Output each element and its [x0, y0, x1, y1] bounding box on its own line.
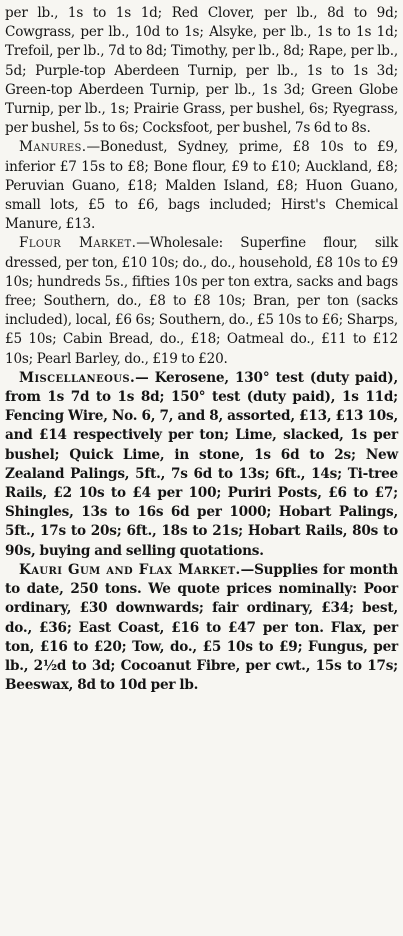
- paragraph-seeds-prices: [5, 4, 398, 138]
- paragraph-body: per lb., 1s to 1s 1d; Red Clover, per lb., 8d to 9d; Cowgrass, per lb., 10d to 1s; Alsyke, per lb., 1s to 1s 1d; Trefoil, per lb., 7d to 8d; Timothy, per lb., 8d; Rape, per lb., 5d; Purple-top Aberdeen Turnip, per lb., 1s to 1s 3d; Green-top Aberdeen Turnip, per lb., 1s 3d; Green Globe Turnip, per lb., 1s; Prairie Grass, per bushel, 6s; Ryegrass, per bushel, 5s to 6s; Cocksfoot, per bushel, 7s 6d to 8s.: [5, 5, 398, 137]
- paragraph-body: — Kerosene, 130° test (duty paid), from 1s 7d to 1s 8d; 150° test (duty paid), 1s 11d; Fencing Wire, No. 6, 7, and 8, assorted, £13, £13 10s, and £14 respectively per ton; Lime, slacked, 1s per bushel; Quick Lime, in stone, 1s 6d to 2s; New Zealand Palings, 5ft., 7s 6d to 13s; 6ft., 14s; Ti-tree Rails, £2 10s to £4 per 100; Puriri Posts, £6 to £7; Shingles, 13s to 16s 6d per 1000; Hobart Palings, 5ft., 17s to 20s; 6ft., 18s to 21s; Hobart Rails, 80s to 90s, buying and selling quotations.: [5, 369, 398, 559]
- paragraph-body: —Supplies for month to date, 250 tons. We quote prices nominally: Poor ordinary, £30 downwards; fair ordinary, £34; best, do., £36; East Coast, £16 to £47 per ton. Flax, per ton, £16 to £20; Tow, do., £5 10s to £9; Fungus, per lb., 2½d to 3d; Cocoanut Fibre, per cwt., 15s to 17s; Beeswax, 8d to 10d per lb.: [5, 561, 398, 694]
- paragraph-flour-market: [5, 234, 398, 368]
- paragraph-kauri-gum-flax: [5, 561, 398, 695]
- section-heading-manures: Manures.: [19, 139, 87, 156]
- section-heading-flour-market: Flour Market.: [19, 235, 137, 252]
- paragraph-miscellaneous: [5, 369, 398, 561]
- paragraph-body: —Bonedust, Sydney, prime, £8 10s to £9, inferior £7 15s to £8; Bone flour, £9 to £10; Auckland, £8; Peruvian Guano, £18; Malden Island, £8; Huon Guano, small lots, £5 to £6, bags included; Hirst's Chemical Manure, £13.: [5, 139, 398, 233]
- section-heading-miscellaneous: Miscellaneous.: [19, 369, 136, 386]
- section-heading-kauri-gum-flax: Kauri Gum and Flax Market.: [19, 561, 241, 578]
- paragraph-body: —Wholesale: Superfine flour, silk dressed, per ton, £10 10s; do., do., household, £8 10s to £9 10s; hundreds 5s., fifties 10s per ton extra, sacks and bags free; Southern, do., £8 to £8 10s; Bran, per ton (sacks included), local, £6 6s; Southern, do., £5 10s to £6; Sharps, £5 10s; Cabin Bread, do., £18; Oatmeal do., £11 to £12 10s; Pearl Barley, do., £19 to £20.: [5, 235, 398, 367]
- paragraph-manures: [5, 138, 398, 234]
